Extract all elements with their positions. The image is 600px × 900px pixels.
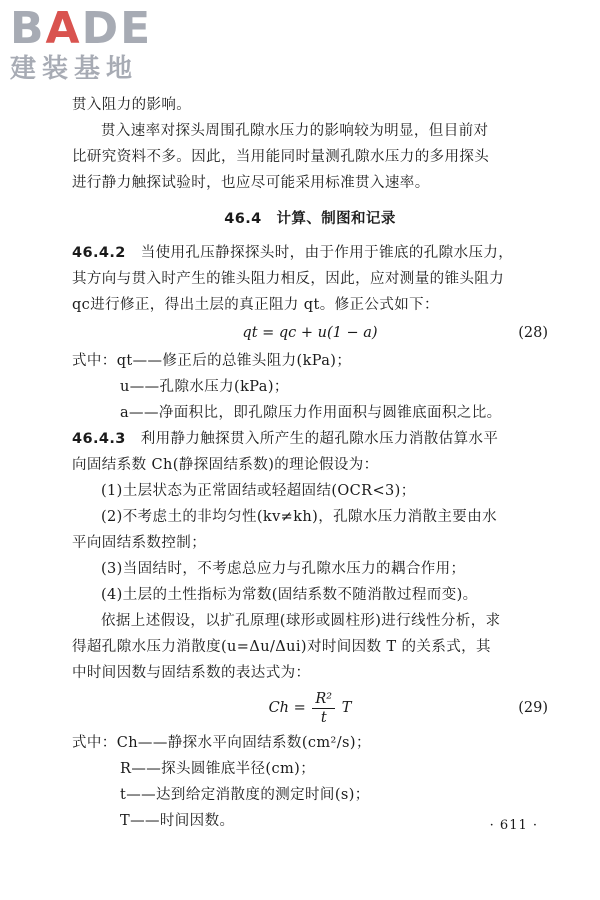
assumption-item: (3)当固结时，不考虑总应力与孔隙水压力的耦合作用； xyxy=(101,561,466,577)
paragraph-line: 其方向与贯入时产生的锥头阻力相反，因此，应对测量的锥头阻力 xyxy=(72,271,505,287)
equation-28 xyxy=(72,318,548,348)
definition-line: u——孔隙水压力(kPa)； xyxy=(120,379,289,395)
definition-line: t——达到给定消散度的测定时间(s)； xyxy=(120,787,370,803)
definition-line: a——净面积比，即孔隙压力作用面积与圆锥底面积之比。 xyxy=(120,405,502,421)
page-body xyxy=(72,92,548,834)
assumption-item: (2)不考虑土的非均匀性(kv≠kh)，孔隙水压力消散主要由水 xyxy=(101,509,498,525)
assumption-item-cont: 平向固结系数控制； xyxy=(72,535,207,551)
definition-line: 式中：Ch——静探水平向固结系数(cm²/s)； xyxy=(72,735,371,751)
paragraph-line: qc进行修正，得出土层的真正阻力 qt。修正公式如下： xyxy=(72,297,439,313)
assumption-item: (4)土层的土性指标为常数(固结系数不随消散过程而变)。 xyxy=(101,587,478,603)
logo-wordmark: BADE xyxy=(10,3,153,54)
section-heading: 46.4 计算、制图和记录 xyxy=(224,211,396,227)
logo-subtitle: 建装基地 xyxy=(10,54,139,84)
paragraph-line: 贯入阻力的影响。 xyxy=(72,97,192,113)
paragraph-line: 贯入速率对探头周围孔隙水压力的影响较为明显，但目前对 xyxy=(101,123,489,139)
paragraph-line: 向固结系数 Ch(静探固结系数)的理论假设为： xyxy=(72,457,379,473)
definition-line: 式中：qt——修正后的总锥头阻力(kPa)； xyxy=(72,353,352,369)
page-number: · 611 · xyxy=(489,818,538,833)
clause-number: 46.4.3 xyxy=(72,431,126,447)
equation-number: (28) xyxy=(518,325,548,341)
fraction: $\frac{\text{R²}}{t}$ xyxy=(312,690,335,727)
definition-line: R——探头圆锥底半径(cm)； xyxy=(120,761,316,777)
equation-number: (29) xyxy=(518,700,548,716)
definition-line: T——时间因数。 xyxy=(120,813,235,829)
clause-46-4-3: 46.4.3 利用静力触探贯入所产生的超孔隙水压力消散估算水平 xyxy=(72,431,499,447)
assumption-item: (1)土层状态为正常固结或轻超固结(OCR<3)； xyxy=(101,483,416,499)
clause-46-4-2: 46.4.2 当使用孔压静探探头时，由于作用于锥底的孔隙水压力， xyxy=(72,245,514,261)
paragraph-line: 中时间因数与固结系数的表达式为： xyxy=(72,665,311,681)
equation-expression: Ch = $\frac{\text{R²}}{t}$ T xyxy=(268,690,352,726)
equation-29 xyxy=(72,686,548,730)
brand-logo xyxy=(10,3,153,84)
paragraph-line: 进行静力触探试验时，也应尽可能采用标准贯入速率。 xyxy=(72,175,430,191)
paragraph-line: 得超孔隙水压力消散度(u=Δu/Δui)对时间因数 T 的关系式，其 xyxy=(72,639,491,655)
paragraph-line: 比研究资料不多。因此，当用能同时量测孔隙水压力的多用探头 xyxy=(72,149,490,165)
paragraph-line: 依据上述假设，以扩孔原理(球形或圆柱形)进行线性分析，求 xyxy=(101,613,501,629)
equation-expression: qt = qc + u(1 − a) xyxy=(242,325,378,341)
clause-number: 46.4.2 xyxy=(72,245,126,261)
